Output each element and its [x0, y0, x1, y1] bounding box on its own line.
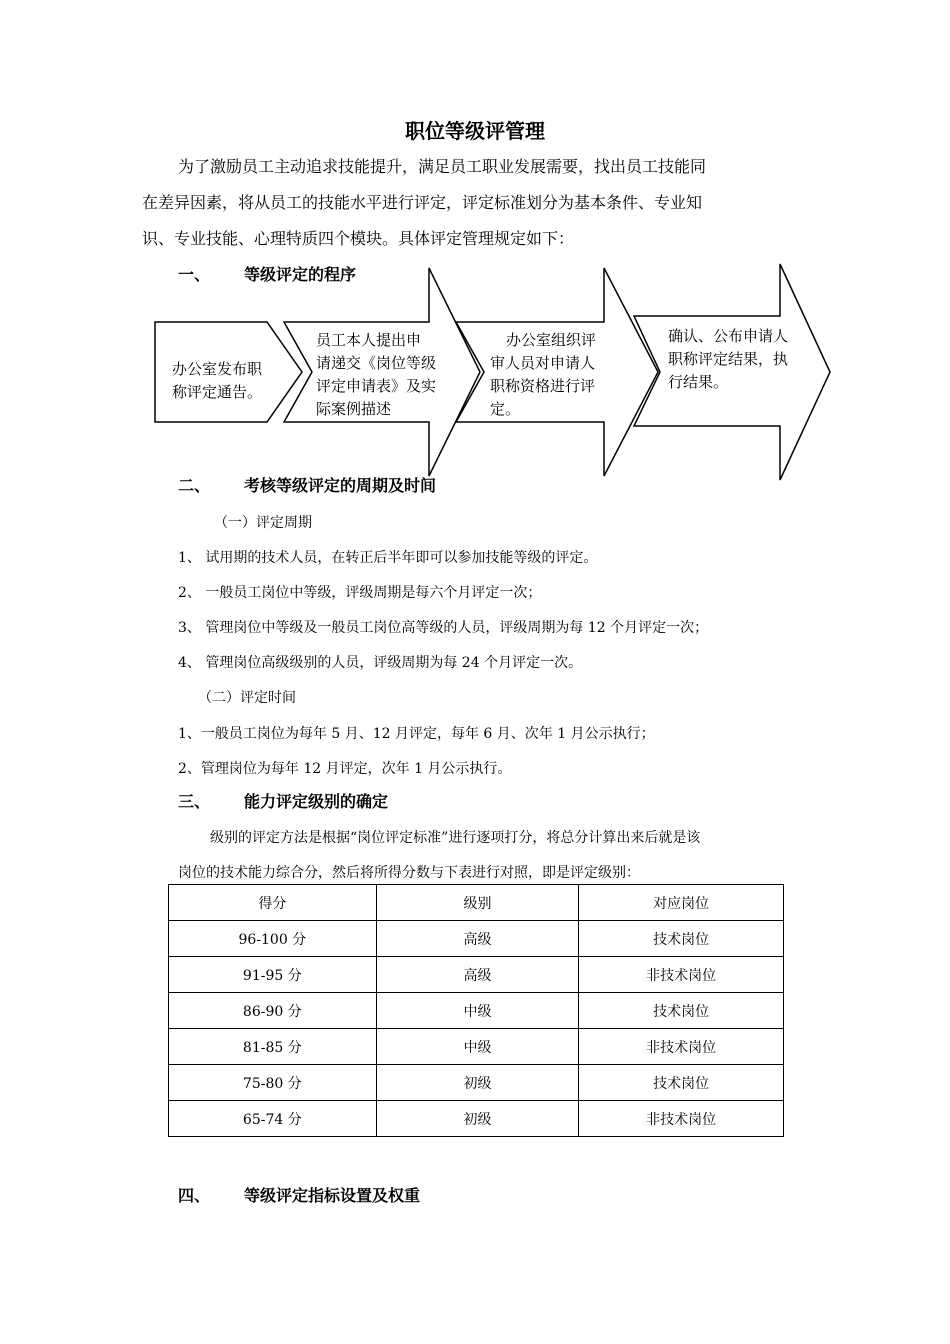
section-4-number: 四、: [178, 1186, 211, 1205]
table-cell: 75-80 分: [169, 1065, 377, 1101]
cycle-item-1: 1、 试用期的技术人员，在转正后半年即可以参加技能等级的评定。: [178, 550, 598, 566]
section-3-title: 能力评定级别的确定: [244, 792, 389, 811]
section-2-title: 考核等级评定的周期及时间: [244, 476, 437, 495]
table-row: [169, 1065, 784, 1101]
section-2-number: 二、: [178, 476, 211, 495]
time-item-2: 2、管理岗位为每年 12 月评定，次年 1 月公示执行。: [178, 761, 512, 777]
table-cell: 非技术岗位: [579, 1029, 784, 1065]
page-title: 职位等级评管理: [405, 119, 545, 143]
flow-step-1: 办公室发布职 称评定通告。: [172, 360, 263, 401]
cycle-item-4: 4、 管理岗位高级级别的人员，评级周期为每 24 个月评定一次。: [178, 655, 583, 671]
table-cell: 96-100 分: [169, 921, 377, 957]
section-4-title: 等级评定指标设置及权重: [244, 1186, 421, 1205]
table-cell: 81-85 分: [169, 1029, 377, 1065]
section-3-heading: [178, 789, 388, 812]
table-cell: 65-74 分: [169, 1101, 377, 1137]
section-3-line-1: 级别的评定方法是根据“岗位评定标准”进行逐项打分，将总分计算出来后就是该: [210, 830, 701, 846]
subsection-cycle: （一）评定周期: [214, 515, 312, 531]
table-cell: 初级: [376, 1065, 579, 1101]
section-3-line-2: 岗位的技术能力综合分，然后将所得分数与下表进行对照，即是评定级别：: [178, 865, 640, 881]
table-cell: 技术岗位: [579, 993, 784, 1029]
table-cell: 86-90 分: [169, 993, 377, 1029]
table-cell: 非技术岗位: [579, 1101, 784, 1137]
flow-step-2: 员工本人提出申 请递交《岗位等级 评定申请表》及实 际案例描述: [316, 331, 437, 418]
cycle-item-3: 3、 管理岗位中等级及一般员工岗位高等级的人员，评级周期为每 12 个月评定一次；: [178, 620, 709, 636]
flow-step-4: 确认、公布申请人 职称评定结果，执 行结果。: [668, 327, 789, 391]
table-row: [169, 921, 784, 957]
intro-line-1: 为了激励员工主动追求技能提升，满足员工职业发展需要，找出员工技能同: [178, 157, 707, 176]
table-header: 对应岗位: [579, 885, 784, 921]
subsection-time: （二）评定时间: [198, 690, 296, 706]
table-cell: 91-95 分: [169, 957, 377, 993]
table-cell: 非技术岗位: [579, 957, 784, 993]
table-cell: 技术岗位: [579, 921, 784, 957]
table-cell: 技术岗位: [579, 1065, 784, 1101]
table-header: 级别: [376, 885, 579, 921]
table-cell: 高级: [376, 957, 579, 993]
intro-line-2: 在差异因素，将从员工的技能水平进行评定，评定标准划分为基本条件、专业知: [142, 193, 703, 212]
table-row: [169, 1029, 784, 1065]
table-cell: 初级: [376, 1101, 579, 1137]
table-header-row: [169, 885, 784, 921]
section-3-number: 三、: [178, 792, 211, 811]
intro-line-3: 识、专业技能、心理特质四个模块。具体评定管理规定如下：: [142, 229, 575, 248]
table-row: [169, 957, 784, 993]
table-cell: 中级: [376, 993, 579, 1029]
section-2-heading: [178, 473, 436, 496]
cycle-item-2: 2、 一般员工岗位中等级，评级周期是每六个月评定一次；: [178, 585, 542, 601]
table-row: [169, 993, 784, 1029]
grade-table: [168, 884, 784, 1137]
flow-step-3: 办公室组织评 审人员对申请人 职称资格进行评 定。: [490, 331, 597, 418]
table-cell: 中级: [376, 1029, 579, 1065]
section-1-number: 一、: [178, 265, 211, 284]
table-row: [169, 1101, 784, 1137]
table-header: 得分: [169, 885, 377, 921]
time-item-1: 1、一般员工岗位为每年 5 月、12 月评定，每年 6 月、次年 1 月公示执行；: [178, 726, 655, 742]
section-1-title: 等级评定的程序: [244, 265, 357, 284]
section-4-heading: [178, 1183, 420, 1206]
process-flowchart: [0, 0, 950, 500]
table-cell: 高级: [376, 921, 579, 957]
